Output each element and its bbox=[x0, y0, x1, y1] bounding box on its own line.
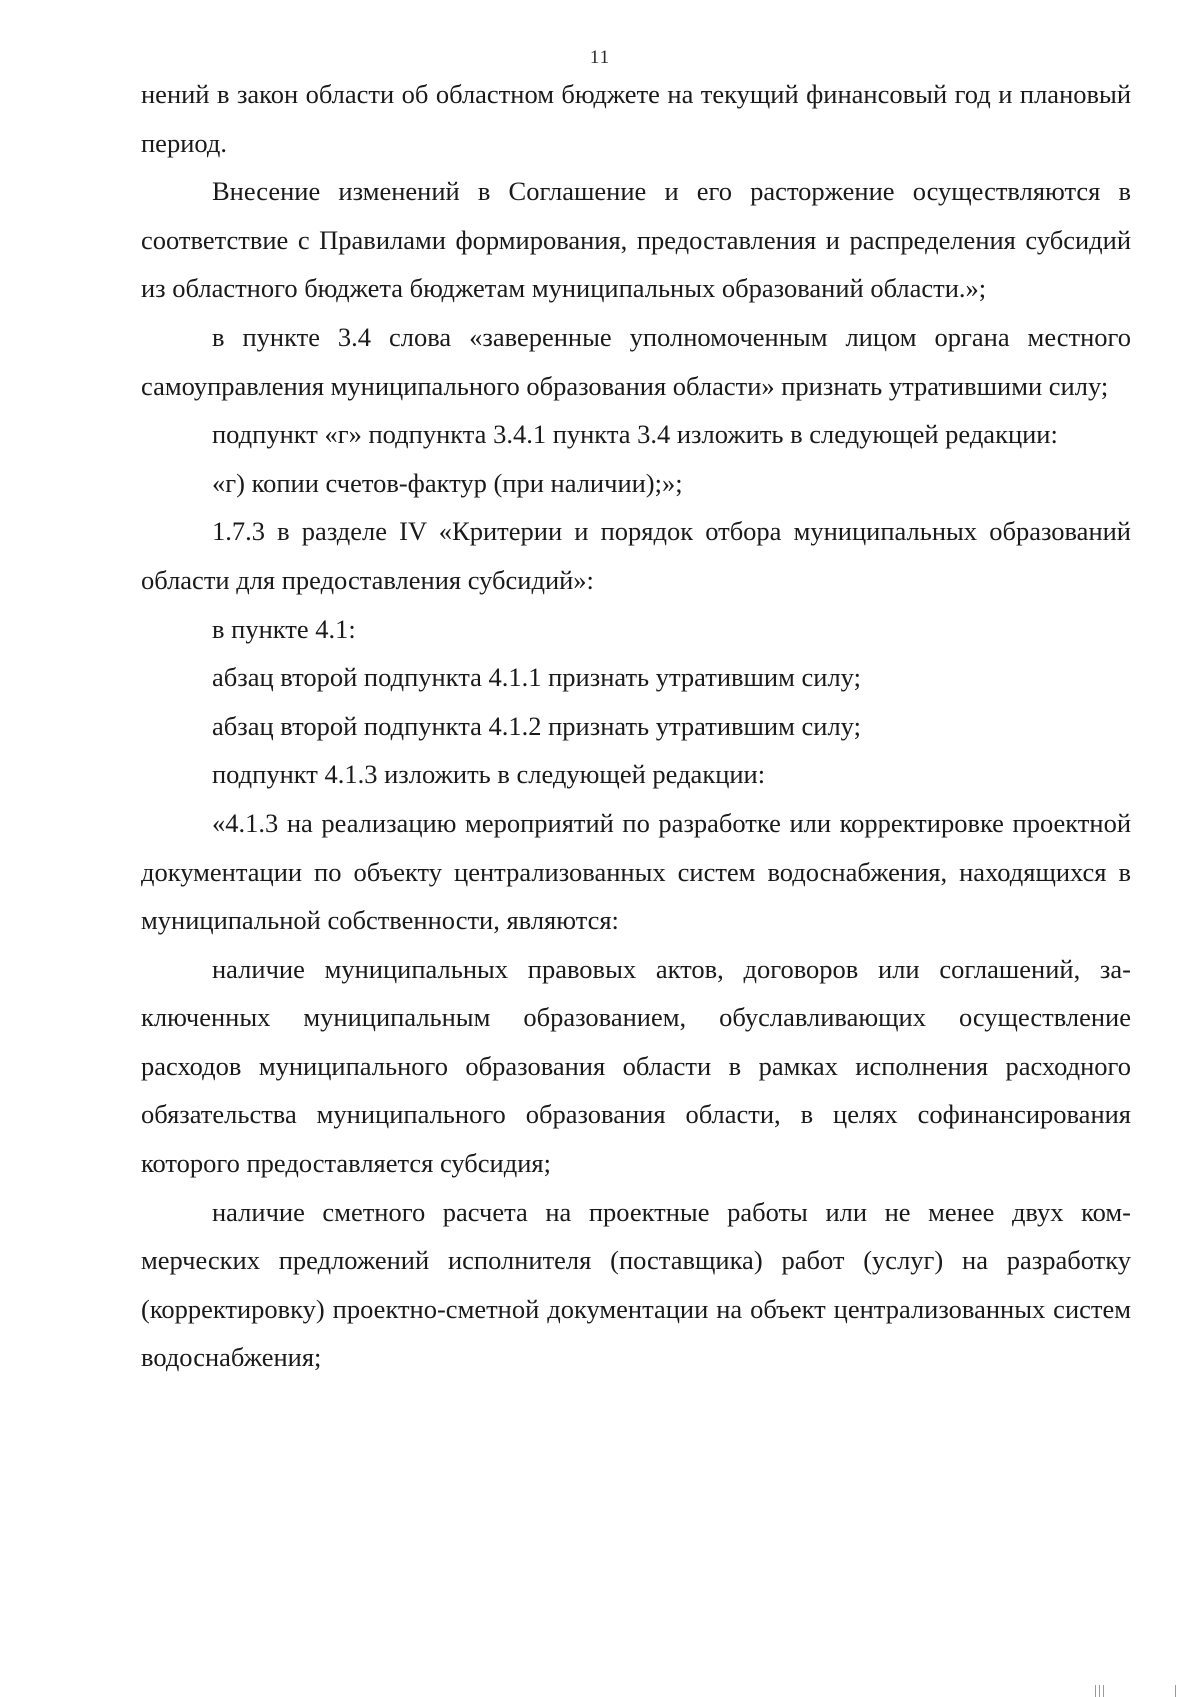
paragraph-legal-acts: наличие муниципальных правовых актов, договоров или соглашений, заключенных муниципальным образованием, обуславливающих осуществление расходов муниципального образования области в рамках исполнения расходного обязательства муниципального образования области, в целях софинансирования которого предоставляется субсидия; bbox=[141, 953, 1131, 1179]
paragraph-point-4-1: в пункте 4.1: bbox=[212, 613, 356, 644]
scan-artifact bbox=[1099, 1685, 1100, 1697]
scan-artifact bbox=[1175, 1685, 1176, 1697]
paragraph-section-iv: 1.7.3 в разделе IV «Критерии и порядок отбора муниципальных образований области для предоставления субсидий»: bbox=[141, 516, 1131, 595]
paragraph-invoice-copies: «г) копии счетов-фактур (при наличии);»; bbox=[212, 467, 683, 498]
paragraph-4-1-2: абзац второй подпункта 4.1.2 признать утратившим силу; bbox=[212, 710, 861, 741]
paragraph-continuation: нений в закон области об областном бюджете на текущий финансовый год и плановый период. bbox=[141, 79, 1131, 158]
document-body bbox=[141, 70, 1131, 1382]
paragraph-4-1-3-intro: подпункт 4.1.3 изложить в следующей редакции: bbox=[212, 759, 766, 790]
paragraph-agreement-changes: Внесение изменений в Соглашение и его расторжение осуществляются в соответствие с Правилами формирования, предоставления и распределения субсидий из областного бюджета бюджетам муниципальных образований области.»; bbox=[141, 176, 1131, 304]
scan-artifact bbox=[1103, 1685, 1104, 1697]
paragraph-estimate: наличие сметного расчета на проектные работы или не менее двух коммерческих предложений исполнителя (поставщика) работ (услуг) на разработку (корректировку) проектно-сметной документации на объект централизованных систем водоснабжения; bbox=[141, 1196, 1131, 1373]
scan-artifact bbox=[1095, 1685, 1096, 1697]
page-number: 11 bbox=[589, 47, 611, 68]
paragraph-4-1-3-text: «4.1.3 на реализацию мероприятий по разработке или корректировке проектной документации по объекту централизованных систем водоснабжения, находящихся в муниципальной собственности, являются: bbox=[141, 807, 1131, 936]
paragraph-subpoint-g: подпункт «г» подпункта 3.4.1 пункта 3.4 изложить в следующей редакции: bbox=[212, 419, 1058, 450]
paragraph-4-1-1: абзац второй подпункта 4.1.1 признать утратившим силу; bbox=[212, 662, 861, 693]
paragraph-point-3-4: в пункте 3.4 слова «заверенные уполномоченным лицом органа местного самоуправления муниципального образования области» признать утратившими силу; bbox=[141, 321, 1131, 401]
